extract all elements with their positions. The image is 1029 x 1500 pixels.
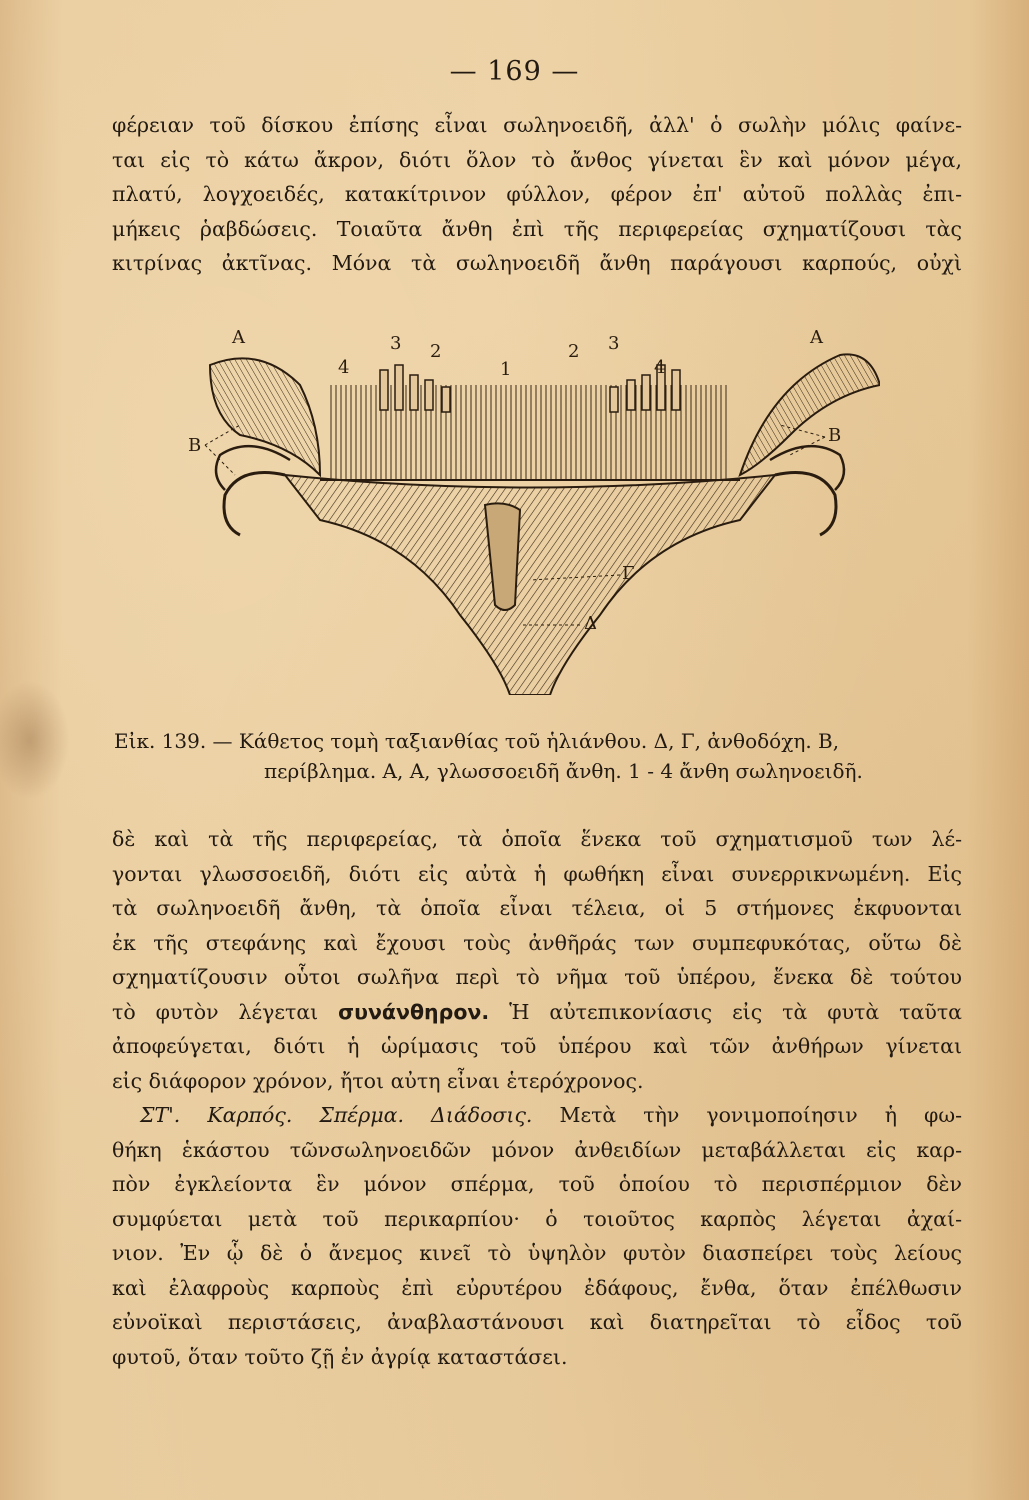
top-paragraph	[112, 108, 962, 281]
text-line: φυτοῦ, ὅταν τοῦτο ζῇ ἐν ἀγρίᾳ καταστάσει.	[112, 1344, 568, 1369]
text-line: γονται γλωσσοειδῆ, διότι εἰς αὐτὰ ἡ φωθήκη εἶναι συνερρικνωμένη. Εἰς	[112, 861, 962, 886]
section-heading: ΣΤ'. Καρπός. Σπέρμα. Διάδοσις.	[140, 1103, 533, 1127]
label-delta: Δ	[584, 613, 597, 634]
text-line: καὶ ἐλαφροὺς καρποὺς ἐπὶ εὐρυτέρου ἐδάφους, ἔνθα, ὅταν ἐπέλθωσιν	[112, 1275, 962, 1300]
label-a-right: A	[810, 327, 823, 348]
label-2-right: 2	[568, 341, 580, 362]
figure-caption	[114, 726, 934, 786]
section-heading-rest: Μετὰ τὴν γονιμοποίησιν ἡ φω-	[532, 1103, 962, 1127]
text-line: ἐκ τῆς στεφάνης καὶ ἔχουσι τοὺς ἀνθῆράς των συμπεφυκότας, οὕτω δὲ	[112, 930, 962, 955]
label-3-right: 3	[608, 333, 620, 354]
receptacle-shape	[285, 475, 775, 695]
text-line-with-term	[112, 995, 962, 1030]
text-line: σχηματίζουσιν οὗτοι σωλῆνα περὶ τὸ νῆμα τοῦ ὑπέρου, ἕνεκα δὲ τούτου	[112, 965, 962, 989]
section-heading-line	[112, 1098, 962, 1133]
text-line: μήκεις ῥαβδώσεις. Τοιαῦτα ἄνθη ἐπὶ τῆς περιφερείας σχηματίζουσι τὰς	[112, 216, 962, 241]
ray-floret-right	[740, 354, 880, 475]
text-line: πὸν ἐγκλείοντα ἓν μόνον σπέρμα, τοῦ ὁποίου τὸ περισπέρμιον δὲν	[112, 1172, 962, 1196]
sunflower-section-figure	[180, 325, 880, 695]
text-line: φέρειαν τοῦ δίσκου ἐπίσης εἶναι σωληνοειδῆ, ἀλλ' ὁ σωλὴν μόλις φαίνε-	[112, 113, 962, 137]
text-line: εἰς διάφορον χρόνον, ἤτοι αὐτη εἶναι ἑτερόχρονος.	[112, 1068, 644, 1093]
label-1: 1	[500, 359, 512, 380]
label-2-left: 2	[430, 341, 442, 362]
term-line-before: τὸ φυτὸν λέγεται	[112, 999, 339, 1024]
caption-line-2: περίβλημα. Α, Α, γλωσσοειδῆ ἄνθη. 1 - 4 ἄνθη σωληνοειδῆ.	[264, 759, 863, 783]
text-line: εὐνοϊκαὶ περιστάσεις, ἀναβλαστάνουσι καὶ διατηρεῖται τὸ εἶδος τοῦ	[112, 1310, 962, 1334]
text-line: ἀποφεύγεται, διότι ἡ ὡρίμασις τοῦ ὑπέρου καὶ τῶν ἀνθήρων γίνεται	[112, 1034, 962, 1058]
sunflower-section-drawing	[180, 325, 880, 695]
text-line: ται εἰς τὸ κάτω ἄκρον, διότι ὅλον τὸ ἄνθος γίνεται ἓν καὶ μόνον μέγα,	[112, 147, 962, 172]
label-3-left: 3	[390, 333, 402, 354]
ray-floret-left	[210, 358, 320, 475]
label-4-left: 4	[338, 357, 350, 378]
text-line: τὰ σωληνοειδῆ ἄνθη, τὰ ὁποῖα εἶναι τέλεια, οἱ 5 στήμονες ἐκφυονται	[112, 896, 962, 920]
text-line: συμφύεται μετὰ τοῦ περικαρπίου· ὁ τοιοῦτος καρπὸς λέγεται ἀχαί-	[112, 1206, 962, 1231]
label-gamma: Γ	[622, 563, 635, 584]
disc-florets	[330, 385, 730, 480]
term-line-after: Ἡ αὐτεπικονίασις εἰς τὰ φυτὰ ταῦτα	[489, 999, 962, 1024]
text-line: κιτρίνας ἀκτῖνας. Μόνα τὰ σωληνοειδῆ ἄνθη παράγουσι καρπούς, οὐχὶ	[112, 251, 962, 275]
text-line: πλατύ, λογχοειδές, κατακίτρινον φύλλον, φέρον ἐπ' αὐτοῦ πολλὰς ἐπι-	[112, 182, 962, 206]
label-a-left: A	[232, 327, 245, 348]
label-b-right: B	[828, 425, 842, 446]
page-number: — 169 —	[449, 56, 580, 87]
paper-stain	[0, 680, 70, 800]
label-b-left: B	[188, 435, 202, 456]
bottom-paragraphs	[112, 822, 962, 1374]
bract-right	[775, 473, 836, 536]
caption-line-1: Εἰκ. 139. — Κάθετος τομὴ ταξιανθίας τοῦ ἡλιάνθου. Δ, Γ, ἀνθοδόχη. Β,	[114, 729, 840, 753]
text-line: νιον. Ἐν ᾧ δὲ ὁ ἄνεμος κινεῖ τὸ ὑψηλὸν φυτὸν διασπείρει τοὺς λείους	[112, 1241, 962, 1265]
text-line: θήκη ἑκάστου τῶνσωληνοειδῶν μόνον ἀνθειδίων μεταβάλλεται εἰς καρ-	[112, 1137, 962, 1162]
bract-left	[224, 473, 285, 536]
bold-term-synantheron: συνάνθηρον.	[338, 999, 490, 1024]
text-line: δὲ καὶ τὰ τῆς περιφερείας, τὰ ὁποῖα ἕνεκα τοῦ σχηματισμοῦ των λέ-	[112, 827, 962, 851]
label-4-right: 4	[654, 357, 666, 378]
